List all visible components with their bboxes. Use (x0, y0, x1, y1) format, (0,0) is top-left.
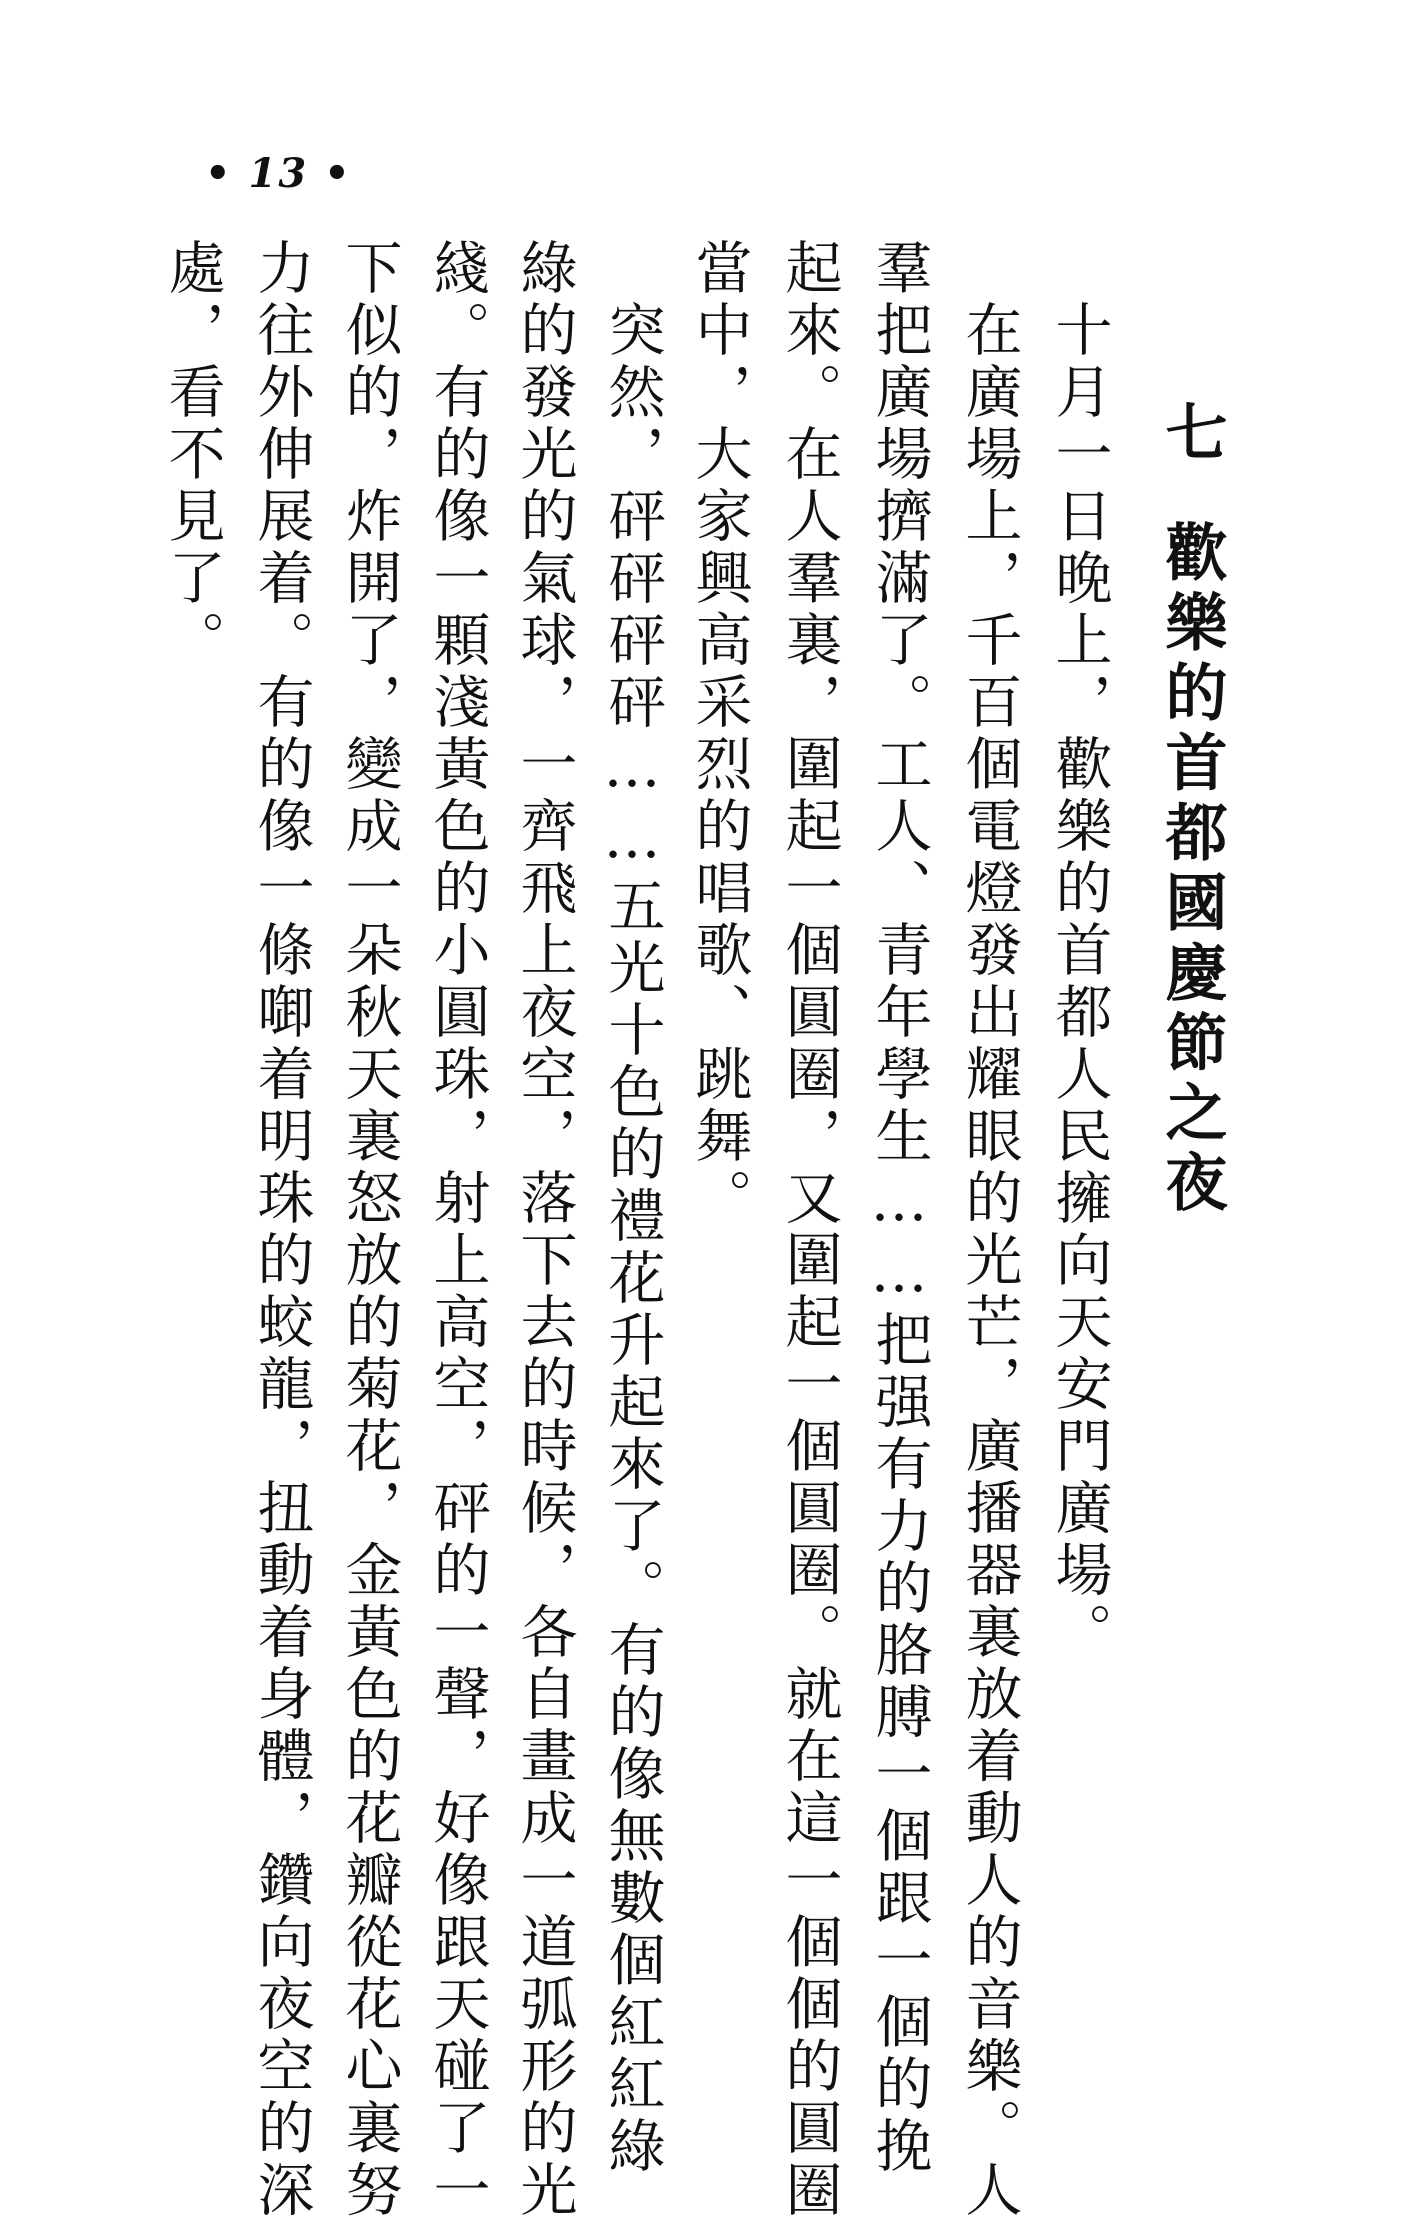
text-line: 力往外伸展着。有的像一條啣着明珠的蛟龍，扭動着身體，鑽向夜空的深 (248, 238, 314, 2222)
text-line: 在廣場上，千百個電燈發出耀眼的光芒，廣播器裏放着動人的音樂。人 (956, 300, 1022, 2222)
text-line: 綠的發光的氣球，一齊飛上夜空，落下去的時候，各自畫成一道弧形的光 (511, 238, 577, 2222)
text-line: 綫。有的像一顆淺黃色的小圓珠，射上高空，砰的一聲，好像跟天碰了一 (424, 238, 490, 2222)
text-line: 當中，大家興高采烈的唱歌、跳舞。 (686, 238, 752, 1230)
text-line: 處，看不見了。 (159, 238, 225, 672)
text-line: 羣把廣場擠滿了。工人、青年學生……把强有力的胳膊一個跟一個的挽 (866, 238, 932, 2178)
page-number: • 13 • (205, 150, 352, 197)
chapter-number: 七 (1155, 400, 1228, 462)
chapter-title: 歡樂的首都國慶節之夜 (1155, 520, 1228, 1220)
text-line: 十月一日晚上，歡樂的首都人民擁向天安門廣場。 (1046, 300, 1112, 1664)
text-line: 起來。在人羣裏，圍起一個圓圈，又圍起一個圓圈。就在這一個個的圓圈 (776, 238, 842, 2222)
text-line: 突然，砰砰砰砰……五光十色的禮花升起來了。有的像無數個紅紅綠 (599, 300, 665, 2178)
text-line: 下似的，炸開了，變成一朵秋天裏怒放的菊花，金黃色的花瓣從花心裏努 (336, 238, 402, 2222)
